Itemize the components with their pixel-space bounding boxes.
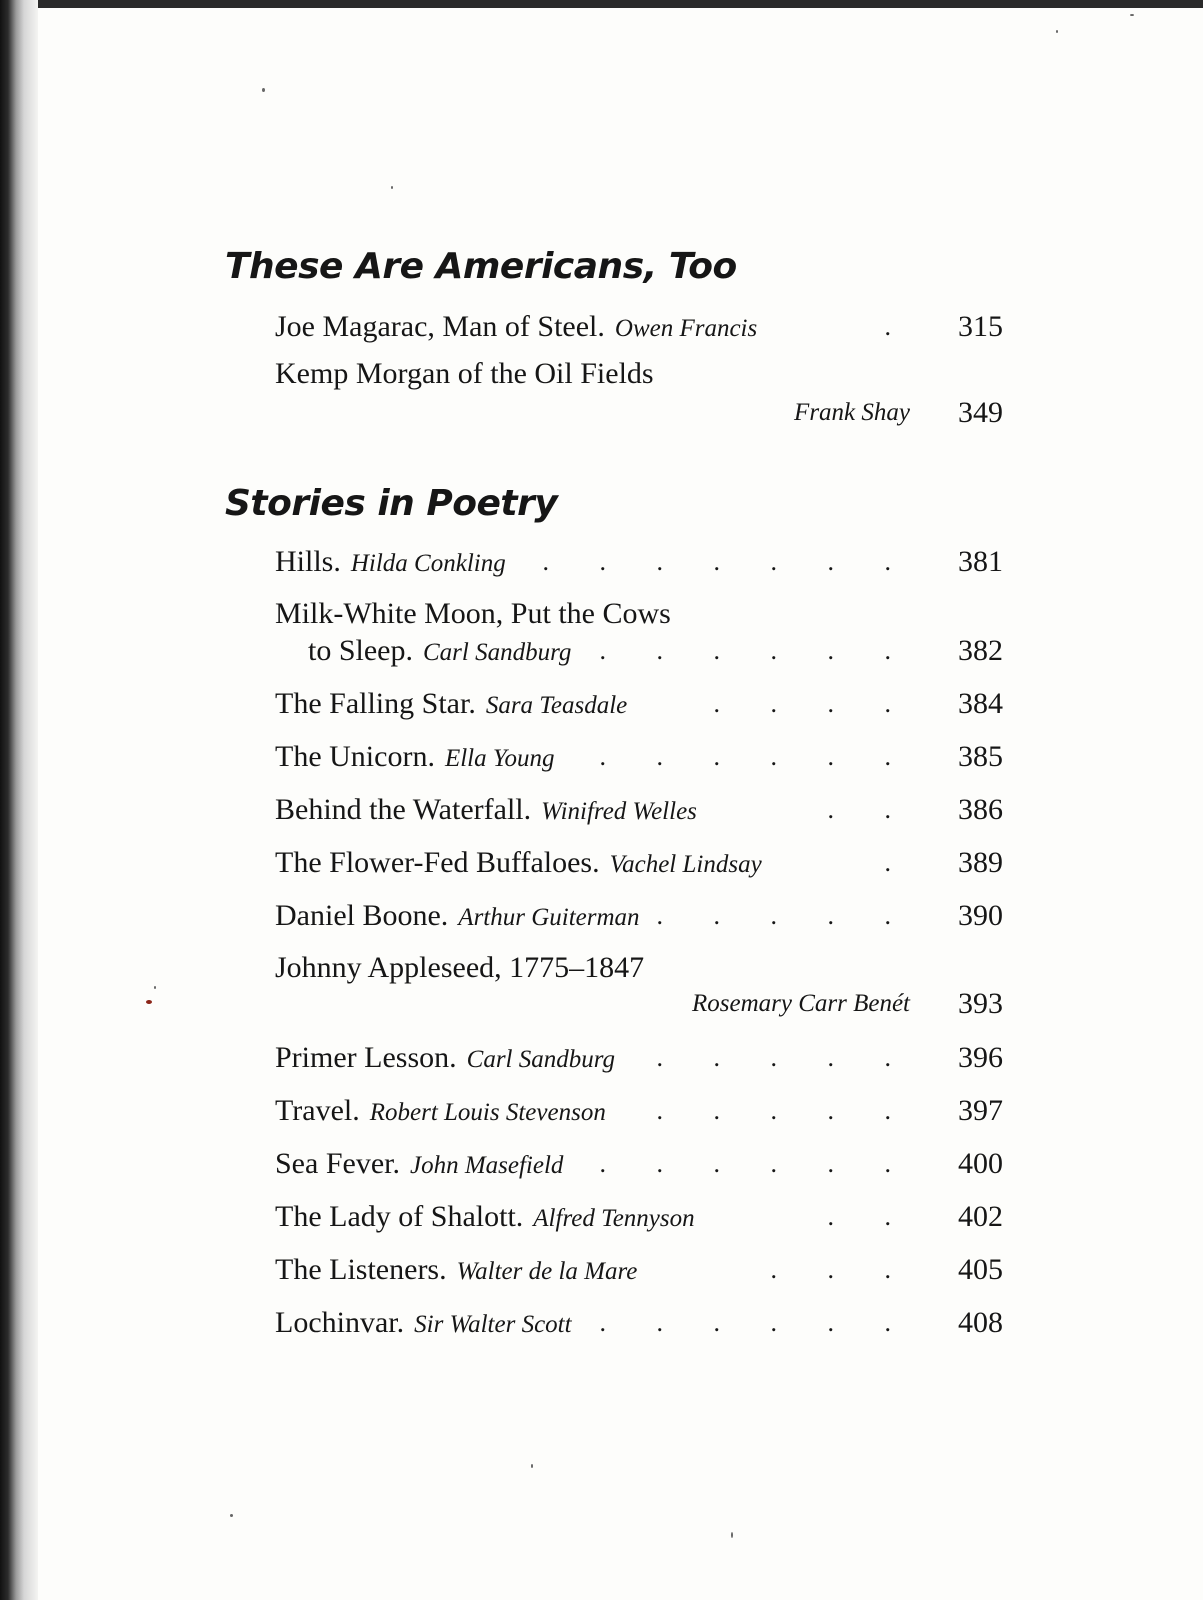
toc-entry: [0, 843, 1203, 883]
entry-title: The Flower-Fed Buffaloes.: [275, 846, 600, 879]
toc-entry: [0, 896, 1203, 936]
entry-author: Vachel Lindsay: [609, 851, 762, 878]
page-number: 349: [958, 396, 1003, 429]
entry-author: Hilda Conkling: [350, 550, 506, 577]
dot-leader: . . . . .: [656, 901, 913, 930]
entry-title: Milk-White Moon, Put the Cows: [275, 597, 671, 630]
dot-leader: .: [884, 312, 913, 341]
entry-title: Kemp Morgan of the Oil Fields: [275, 357, 654, 390]
toc-entry: [0, 1250, 1203, 1290]
page-number: 382: [958, 634, 1003, 667]
dust-speck: [262, 88, 265, 92]
entry-author: Alfred Tennyson: [533, 1205, 695, 1232]
dot-leader: . . . . .: [656, 1043, 913, 1072]
section-heading: These Are Americans, Too: [225, 246, 737, 287]
toc-entry: [0, 307, 1203, 347]
entry-title: The Falling Star.: [275, 687, 476, 720]
entry-author: Owen Francis: [614, 315, 758, 342]
entry-title: Daniel Boone.: [275, 899, 449, 932]
page-number: 400: [958, 1147, 1003, 1180]
page-number: 381: [958, 545, 1003, 578]
entry-title: Joe Magarac, Man of Steel.: [275, 310, 605, 343]
entry-author: Robert Louis Stevenson: [369, 1099, 606, 1126]
toc-entry: [0, 790, 1203, 830]
toc-entry-continuation: [0, 393, 1203, 433]
toc-entry-continuation: [0, 984, 1203, 1024]
entry-title: Sea Fever.: [275, 1147, 400, 1180]
dot-leader: .: [884, 848, 913, 877]
toc-entry: [0, 542, 1203, 582]
dust-speck: [531, 1464, 533, 1468]
entry-author: Sara Teasdale: [485, 692, 628, 719]
dust-speck: [391, 186, 393, 189]
entry-title: Behind the Waterfall.: [275, 793, 532, 826]
dot-leader: . . . .: [713, 689, 913, 718]
entry-title: The Lady of Shalott.: [275, 1200, 524, 1233]
entry-title: Lochinvar.: [275, 1306, 405, 1339]
section-heading: Stories in Poetry: [225, 483, 558, 524]
page-number: 385: [958, 740, 1003, 773]
dust-speck: [1130, 14, 1134, 16]
entry-author: Winifred Welles: [541, 798, 697, 825]
toc-entry-continuation: [0, 631, 1203, 671]
toc-entry: [0, 1144, 1203, 1184]
dot-leader: . . .: [770, 1255, 913, 1284]
page-number: 390: [958, 899, 1003, 932]
dot-leader: . .: [827, 795, 913, 824]
toc-entry: [0, 1303, 1203, 1343]
entry-author: John Masefield: [409, 1152, 564, 1179]
entry-title: Johnny Appleseed, 1775–1847: [275, 951, 645, 984]
dot-leader: . . . . . .: [599, 1149, 913, 1178]
toc-entry: [0, 684, 1203, 724]
entry-author: Carl Sandburg: [466, 1046, 616, 1073]
entry-title: The Listeners.: [275, 1253, 447, 1286]
entry-author: Walter de la Mare: [456, 1258, 638, 1285]
toc-entry: [0, 1038, 1203, 1078]
entry-title: Hills.: [275, 545, 341, 578]
entry-title: The Unicorn.: [275, 740, 435, 773]
toc-entry: [0, 1091, 1203, 1131]
entry-author: Ella Young: [444, 745, 555, 772]
dust-speck: [731, 1532, 733, 1538]
scan-top-edge: [0, 0, 1203, 8]
entry-author: Frank Shay: [794, 399, 910, 426]
entry-title: Primer Lesson.: [275, 1041, 457, 1074]
dot-leader: . .: [827, 1202, 913, 1231]
page-number: 397: [958, 1094, 1003, 1127]
page-number: 402: [958, 1200, 1003, 1233]
page-number: 396: [958, 1041, 1003, 1074]
toc-entry: [0, 594, 1203, 634]
page-number: 386: [958, 793, 1003, 826]
page-number: 315: [958, 310, 1003, 343]
entry-title: Travel.: [275, 1094, 360, 1127]
dot-leader: . . . . .: [656, 1096, 913, 1125]
dot-leader: . . . . . .: [599, 1308, 913, 1337]
entry-author: Rosemary Carr Benét: [691, 990, 910, 1017]
entry-author: Carl Sandburg: [423, 639, 572, 666]
page-number: 384: [958, 687, 1003, 720]
toc-entry: [0, 737, 1203, 777]
entry-title: to Sleep.: [308, 634, 413, 667]
page-number: 405: [958, 1253, 1003, 1286]
dot-leader: . . . . . . .: [542, 547, 913, 576]
page-number: 408: [958, 1306, 1003, 1339]
entry-author: Arthur Guiterman: [458, 904, 640, 931]
entry-author: Sir Walter Scott: [414, 1311, 572, 1338]
page-number: 389: [958, 846, 1003, 879]
dot-leader: . . . . . .: [599, 636, 913, 665]
dust-speck: [1056, 30, 1058, 33]
dot-leader: . . . . . .: [599, 742, 913, 771]
toc-entry: [0, 948, 1203, 988]
page-number: 393: [958, 987, 1003, 1020]
dust-speck: [230, 1514, 233, 1517]
toc-entry: [0, 1197, 1203, 1237]
toc-entry: [0, 354, 1203, 394]
